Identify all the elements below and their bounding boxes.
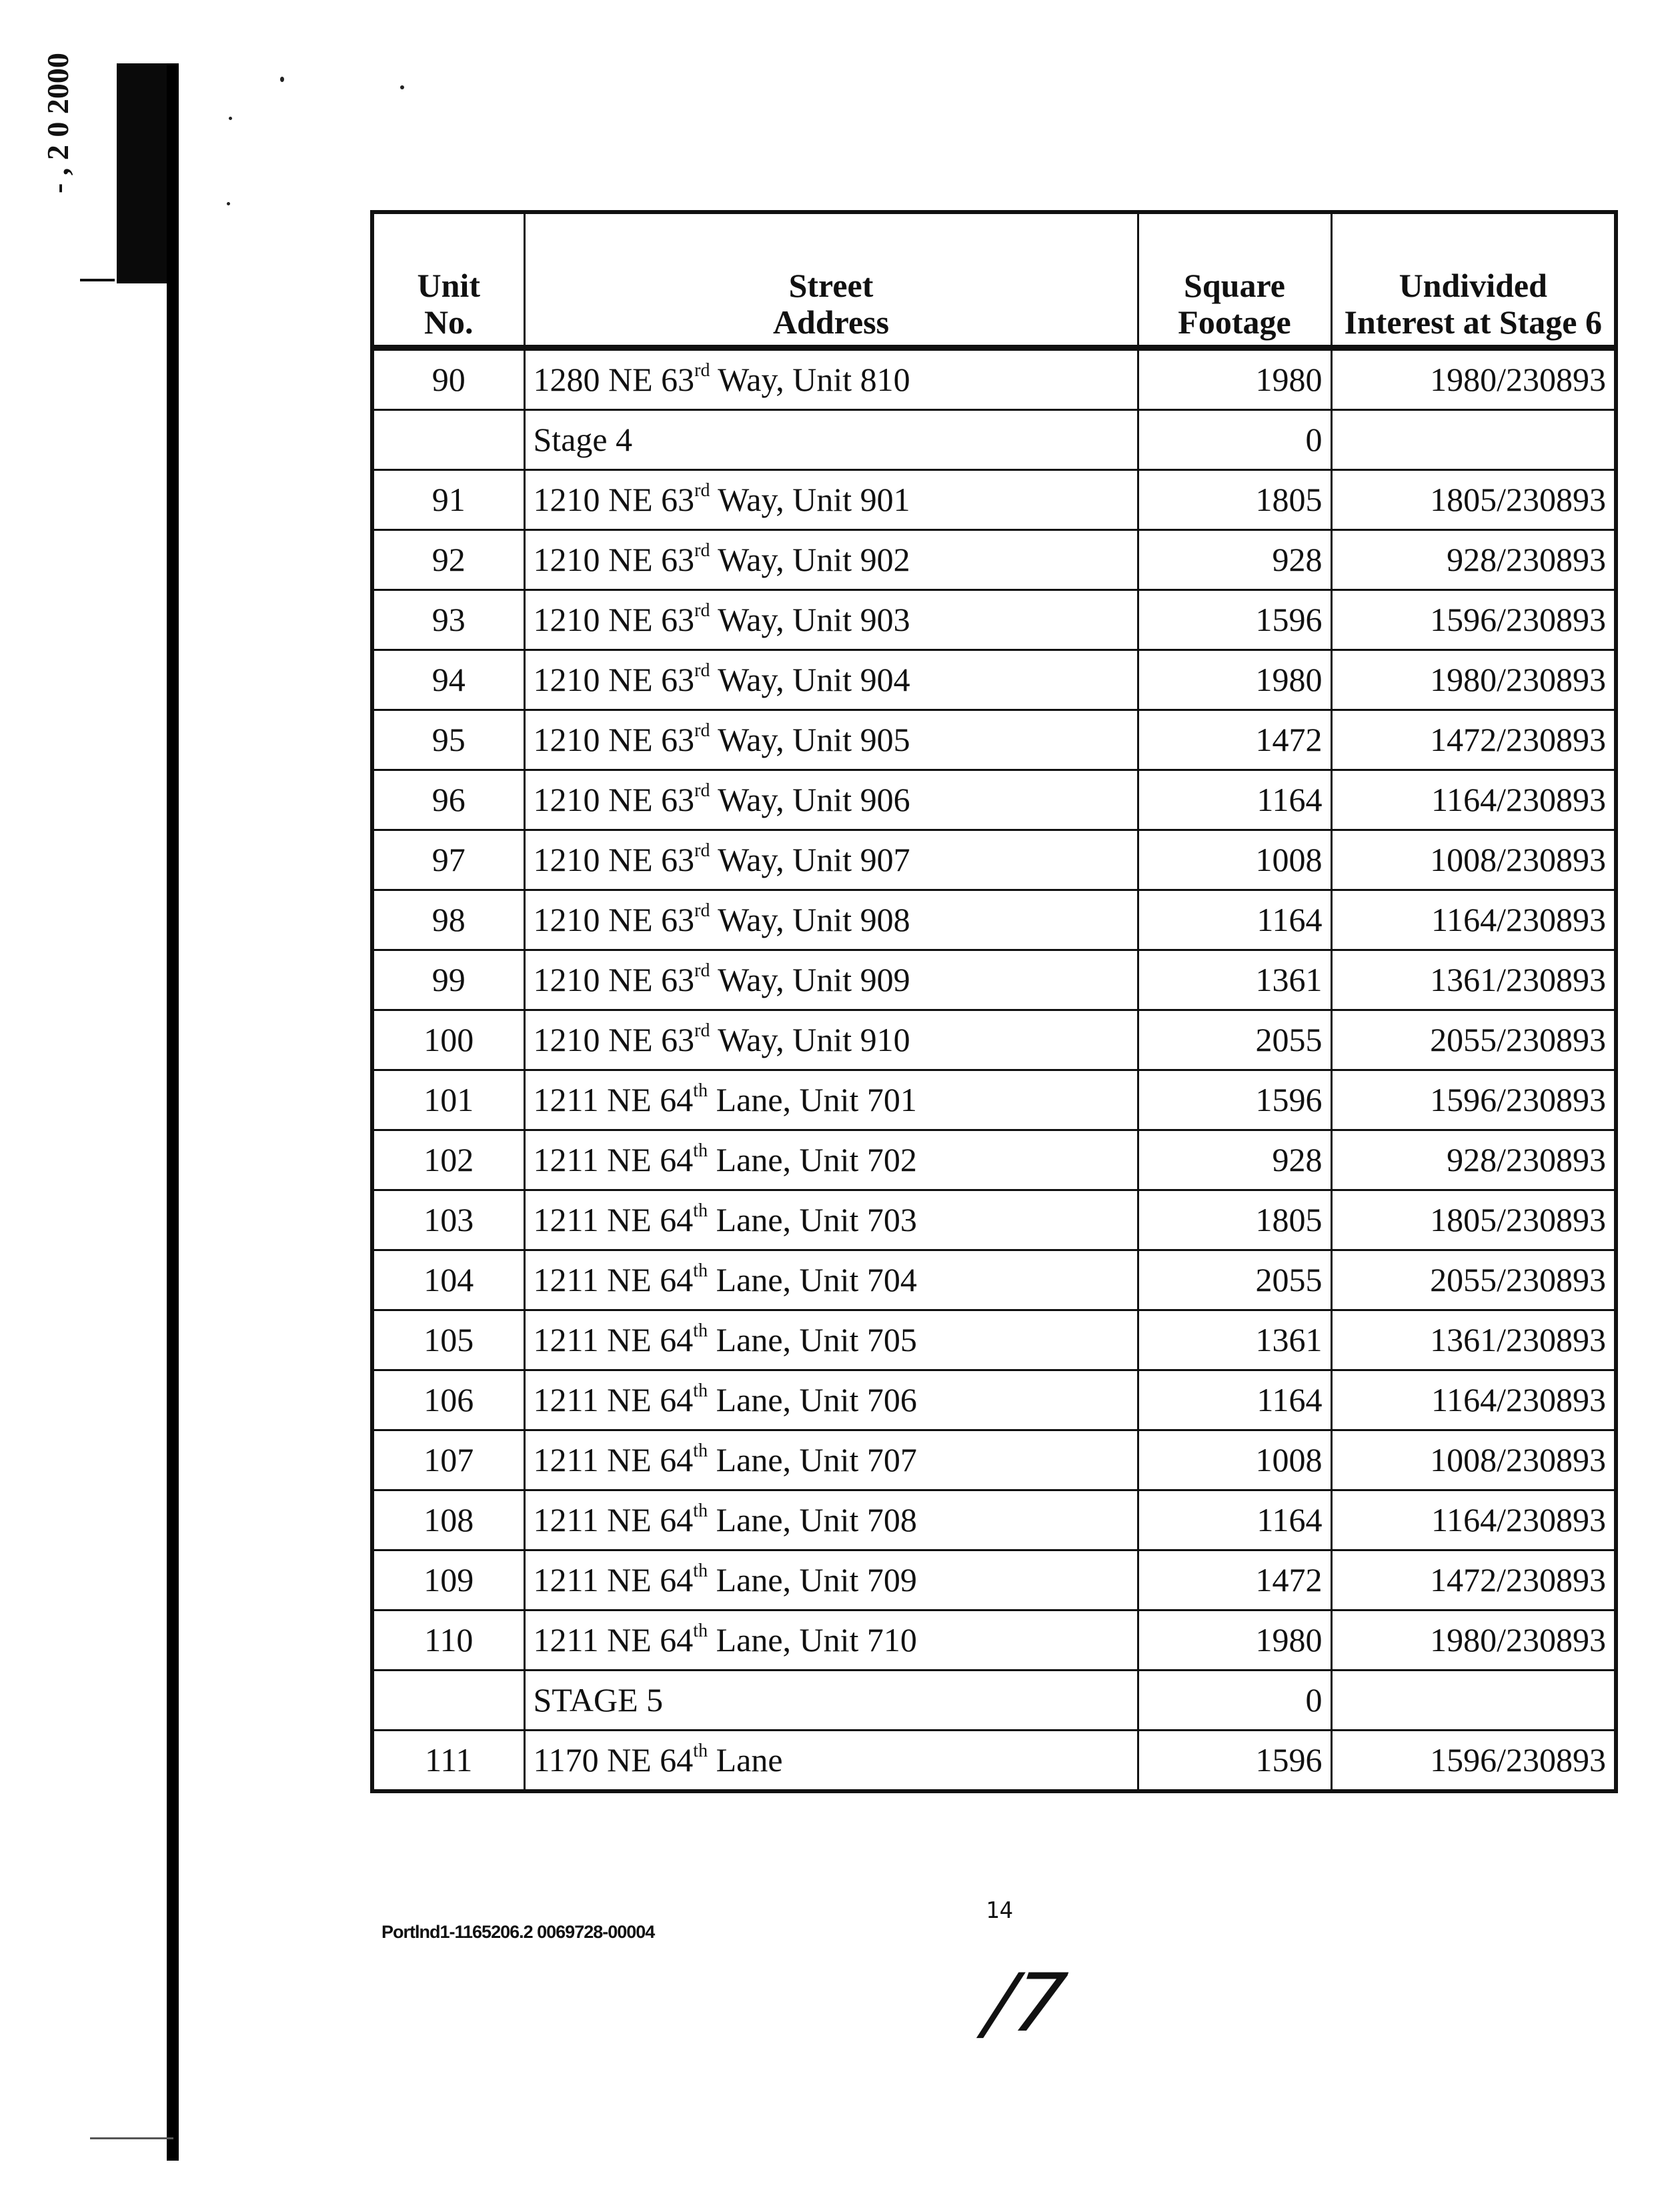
- street-address-cell: [524, 470, 1138, 530]
- bottom-rule: [90, 2137, 173, 2139]
- address-text: Stage 4: [533, 421, 633, 458]
- undivided-interest-cell: 1596/230893: [1331, 1731, 1616, 1792]
- undivided-interest-cell: 1472/230893: [1331, 710, 1616, 770]
- ordinal-suffix: th: [693, 1200, 708, 1221]
- street-address-cell: [524, 890, 1138, 950]
- square-footage-cell: 928: [1138, 530, 1331, 590]
- unit-number-cell: 106: [372, 1370, 524, 1430]
- ordinal-suffix: th: [693, 1560, 708, 1581]
- table-row: [372, 1010, 1616, 1070]
- address-text-suffix: Lane, Unit 701: [708, 1081, 917, 1118]
- unit-number-cell: [372, 410, 524, 470]
- unit-number-cell: 90: [372, 348, 524, 410]
- address-text: 1210 NE 63: [533, 841, 695, 878]
- ordinal-suffix: th: [693, 1080, 708, 1101]
- address-text: 1211 NE 64: [533, 1201, 694, 1238]
- ordinal-suffix: rd: [694, 720, 710, 741]
- street-address-cell: [524, 1310, 1138, 1370]
- ordinal-suffix: th: [693, 1380, 708, 1401]
- address-text-suffix: Lane, Unit 705: [708, 1321, 917, 1358]
- address-text: 1211 NE 64: [533, 1381, 694, 1418]
- address-text: 1210 NE 63: [533, 481, 695, 518]
- ordinal-suffix: th: [693, 1620, 708, 1641]
- undivided-interest-cell: 1164/230893: [1331, 770, 1616, 830]
- table-row: [372, 1370, 1616, 1430]
- unit-number-cell: 103: [372, 1190, 524, 1250]
- table-row: [372, 950, 1616, 1010]
- ordinal-suffix: rd: [694, 660, 710, 681]
- undivided-interest-cell: 1980/230893: [1331, 348, 1616, 410]
- undivided-interest-cell: 1596/230893: [1331, 1070, 1616, 1130]
- header-undivided-interest: Undivided Interest at Stage 6: [1331, 212, 1616, 348]
- square-footage-cell: 928: [1138, 1130, 1331, 1190]
- address-text-suffix: Way, Unit 903: [710, 601, 910, 638]
- table-row: [372, 1310, 1616, 1370]
- address-text-suffix: Way, Unit 909: [710, 961, 910, 998]
- undivided-interest-cell: 1008/230893: [1331, 1430, 1616, 1490]
- unit-number-cell: 105: [372, 1310, 524, 1370]
- address-text: 1210 NE 63: [533, 541, 695, 578]
- header-square-footage: Square Footage: [1138, 212, 1331, 348]
- undivided-interest-cell: 2055/230893: [1331, 1250, 1616, 1310]
- square-footage-cell: 1164: [1138, 770, 1331, 830]
- square-footage-cell: 1805: [1138, 1190, 1331, 1250]
- ordinal-suffix: th: [693, 1140, 708, 1161]
- square-footage-cell: 1361: [1138, 1310, 1331, 1370]
- address-text: 1210 NE 63: [533, 901, 695, 938]
- ordinal-suffix: th: [693, 1440, 708, 1461]
- unit-number-cell: [372, 1671, 524, 1731]
- square-footage-cell: 1008: [1138, 830, 1331, 890]
- ordinal-suffix: rd: [694, 480, 710, 501]
- undivided-interest-cell: 1008/230893: [1331, 830, 1616, 890]
- address-text: 1210 NE 63: [533, 601, 695, 638]
- address-text: 1211 NE 64: [533, 1561, 694, 1598]
- undivided-interest-cell: 928/230893: [1331, 530, 1616, 590]
- unit-number-cell: 97: [372, 830, 524, 890]
- ordinal-suffix: rd: [694, 1020, 710, 1041]
- undivided-interest-cell: 1472/230893: [1331, 1550, 1616, 1610]
- ordinal-suffix: th: [693, 1500, 708, 1521]
- square-footage-cell: 1008: [1138, 1430, 1331, 1490]
- undivided-interest-cell: [1331, 410, 1616, 470]
- square-footage-cell: 1805: [1138, 470, 1331, 530]
- handwritten-page-number: /7: [980, 1957, 1072, 2050]
- address-text-suffix: Way, Unit 810: [710, 361, 910, 398]
- address-text-suffix: Way, Unit 908: [710, 901, 910, 938]
- ordinal-suffix: rd: [694, 540, 710, 561]
- street-address-cell: [524, 1370, 1138, 1430]
- unit-number-cell: 91: [372, 470, 524, 530]
- street-address-cell: [524, 1671, 1138, 1731]
- unit-number-cell: 98: [372, 890, 524, 950]
- unit-number-cell: 101: [372, 1070, 524, 1130]
- address-text: STAGE 5: [533, 1681, 664, 1719]
- street-address-cell: [524, 1250, 1138, 1310]
- undivided-interest-cell: 928/230893: [1331, 1130, 1616, 1190]
- address-text: 1170 NE 64: [533, 1741, 694, 1779]
- table-row: [372, 1671, 1616, 1731]
- address-text: 1211 NE 64: [533, 1501, 694, 1538]
- table-row: [372, 650, 1616, 710]
- scan-stamp-block: [117, 63, 169, 283]
- square-footage-cell: 1361: [1138, 950, 1331, 1010]
- address-text: 1211 NE 64: [533, 1261, 694, 1298]
- table-header-row: [372, 212, 1616, 348]
- square-footage-cell: 1980: [1138, 1610, 1331, 1671]
- square-footage-cell: 1980: [1138, 650, 1331, 710]
- header-unit-no: Unit No.: [372, 212, 524, 348]
- address-text-suffix: Way, Unit 905: [710, 721, 910, 758]
- table-row: [372, 710, 1616, 770]
- table-row: [372, 470, 1616, 530]
- address-text: 1211 NE 64: [533, 1081, 694, 1118]
- ordinal-suffix: rd: [694, 360, 710, 381]
- unit-number-cell: 108: [372, 1490, 524, 1550]
- ordinal-suffix: th: [693, 1741, 708, 1761]
- address-text: 1211 NE 64: [533, 1141, 694, 1178]
- street-address-cell: [524, 410, 1138, 470]
- scan-speck: [227, 202, 230, 205]
- street-address-cell: [524, 770, 1138, 830]
- street-address-cell: [524, 590, 1138, 650]
- square-footage-cell: 1596: [1138, 1070, 1331, 1130]
- document-id: Portlnd1-1165206.2 0069728-00004: [381, 1922, 655, 1942]
- ordinal-suffix: rd: [694, 780, 710, 801]
- unit-number-cell: 111: [372, 1731, 524, 1792]
- street-address-cell: [524, 1430, 1138, 1490]
- unit-number-cell: 107: [372, 1430, 524, 1490]
- address-text: 1211 NE 64: [533, 1321, 694, 1358]
- ordinal-suffix: rd: [694, 600, 710, 621]
- undivided-interest-cell: [1331, 1671, 1616, 1731]
- street-address-cell: [524, 1731, 1138, 1792]
- unit-number-cell: 95: [372, 710, 524, 770]
- square-footage-cell: 1472: [1138, 710, 1331, 770]
- table-row: [372, 590, 1616, 650]
- address-text-suffix: Lane, Unit 703: [708, 1201, 917, 1238]
- square-footage-cell: 1164: [1138, 890, 1331, 950]
- square-footage-cell: 1596: [1138, 1731, 1331, 1792]
- square-footage-cell: 1980: [1138, 348, 1331, 410]
- street-address-cell: [524, 348, 1138, 410]
- ordinal-suffix: rd: [694, 900, 710, 921]
- address-text-suffix: Lane, Unit 710: [708, 1621, 917, 1659]
- address-text: 1210 NE 63: [533, 661, 695, 698]
- scan-speck: [280, 77, 284, 82]
- street-address-cell: [524, 530, 1138, 590]
- street-address-cell: [524, 1070, 1138, 1130]
- table-row: [372, 1490, 1616, 1550]
- address-text: 1211 NE 64: [533, 1441, 694, 1478]
- undivided-interest-cell: 1361/230893: [1331, 1310, 1616, 1370]
- page-number: 14: [986, 1897, 1013, 1924]
- scan-edge-bar: [167, 63, 179, 2161]
- table-body: [372, 348, 1616, 1792]
- undivided-interest-cell: 1980/230893: [1331, 650, 1616, 710]
- undivided-interest-cell: 1980/230893: [1331, 1610, 1616, 1671]
- unit-number-cell: 99: [372, 950, 524, 1010]
- address-text-suffix: Lane, Unit 702: [708, 1141, 917, 1178]
- undivided-interest-cell: 1164/230893: [1331, 890, 1616, 950]
- address-text-suffix: Lane, Unit 706: [708, 1381, 917, 1418]
- address-text: 1210 NE 63: [533, 1021, 695, 1058]
- street-address-cell: [524, 950, 1138, 1010]
- table-row: [372, 530, 1616, 590]
- address-text-suffix: Way, Unit 906: [710, 781, 910, 818]
- unit-number-cell: 104: [372, 1250, 524, 1310]
- street-address-cell: [524, 1610, 1138, 1671]
- address-text-suffix: Lane, Unit 709: [708, 1561, 917, 1598]
- ordinal-suffix: rd: [694, 840, 710, 861]
- unit-number-cell: 100: [372, 1010, 524, 1070]
- scan-date-stamp: - , 2 0 2000: [41, 53, 75, 193]
- unit-number-cell: 92: [372, 530, 524, 590]
- table-row: [372, 348, 1616, 410]
- table-row: [372, 1070, 1616, 1130]
- ordinal-suffix: rd: [694, 960, 710, 981]
- address-text-suffix: Way, Unit 902: [710, 541, 910, 578]
- header-street-address: Street Address: [524, 212, 1138, 348]
- table-row: [372, 770, 1616, 830]
- undivided-interest-cell: 2055/230893: [1331, 1010, 1616, 1070]
- address-text: 1210 NE 63: [533, 961, 695, 998]
- address-text-suffix: Lane, Unit 704: [708, 1261, 917, 1298]
- address-text: 1210 NE 63: [533, 721, 695, 758]
- square-footage-cell: 1164: [1138, 1370, 1331, 1430]
- table-row: [372, 890, 1616, 950]
- table-row: [372, 410, 1616, 470]
- ordinal-suffix: th: [693, 1320, 708, 1341]
- undivided-interest-cell: 1164/230893: [1331, 1490, 1616, 1550]
- street-address-cell: [524, 650, 1138, 710]
- address-text: 1211 NE 64: [533, 1621, 694, 1659]
- square-footage-cell: 2055: [1138, 1250, 1331, 1310]
- undivided-interest-cell: 1805/230893: [1331, 470, 1616, 530]
- stamp-mark: [80, 279, 115, 281]
- address-text-suffix: Lane: [708, 1741, 783, 1779]
- address-text: 1210 NE 63: [533, 781, 695, 818]
- undivided-interest-cell: 1164/230893: [1331, 1370, 1616, 1430]
- unit-number-cell: 109: [372, 1550, 524, 1610]
- table-row: [372, 1610, 1616, 1671]
- street-address-cell: [524, 1550, 1138, 1610]
- scan-speck: [400, 85, 404, 89]
- undivided-interest-cell: 1805/230893: [1331, 1190, 1616, 1250]
- unit-number-cell: 93: [372, 590, 524, 650]
- address-text-suffix: Way, Unit 910: [710, 1021, 910, 1058]
- street-address-cell: [524, 1490, 1138, 1550]
- square-footage-cell: 1596: [1138, 590, 1331, 650]
- table-row: [372, 1430, 1616, 1490]
- square-footage-cell: 0: [1138, 410, 1331, 470]
- square-footage-cell: 0: [1138, 1671, 1331, 1731]
- unit-number-cell: 96: [372, 770, 524, 830]
- address-text-suffix: Way, Unit 907: [710, 841, 910, 878]
- square-footage-cell: 2055: [1138, 1010, 1331, 1070]
- table-row: [372, 1190, 1616, 1250]
- undivided-interest-cell: 1596/230893: [1331, 590, 1616, 650]
- ordinal-suffix: th: [693, 1260, 708, 1281]
- unit-number-cell: 110: [372, 1610, 524, 1671]
- scan-speck: [229, 117, 232, 120]
- street-address-cell: [524, 1190, 1138, 1250]
- table-row: [372, 1550, 1616, 1610]
- address-text-suffix: Lane, Unit 708: [708, 1501, 917, 1538]
- unit-number-cell: 102: [372, 1130, 524, 1190]
- square-footage-cell: 1164: [1138, 1490, 1331, 1550]
- address-text-suffix: Lane, Unit 707: [708, 1441, 917, 1478]
- address-text: 1280 NE 63: [533, 361, 695, 398]
- street-address-cell: [524, 1130, 1138, 1190]
- address-text-suffix: Way, Unit 901: [710, 481, 910, 518]
- table-row: [372, 1250, 1616, 1310]
- street-address-cell: [524, 830, 1138, 890]
- unit-interest-table: [370, 210, 1618, 1793]
- street-address-cell: [524, 710, 1138, 770]
- square-footage-cell: 1472: [1138, 1550, 1331, 1610]
- street-address-cell: [524, 1010, 1138, 1070]
- table-row: [372, 1731, 1616, 1792]
- undivided-interest-cell: 1361/230893: [1331, 950, 1616, 1010]
- table-row: [372, 1130, 1616, 1190]
- table-row: [372, 830, 1616, 890]
- unit-number-cell: 94: [372, 650, 524, 710]
- address-text-suffix: Way, Unit 904: [710, 661, 910, 698]
